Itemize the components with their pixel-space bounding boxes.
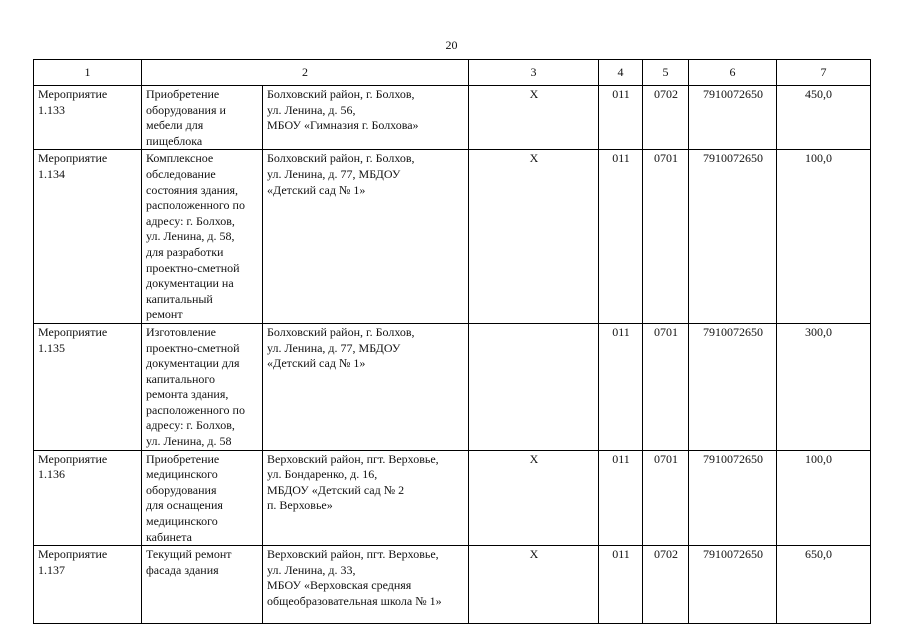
header-row [34,60,871,86]
measure-address: Верховский район, пгт. Верховье, ул. Ленина, д. 33, МБОУ «Верховская средняя общеобразовательная школа № 1» [267,547,442,608]
header-cell-6: 6 [689,60,777,86]
measure-id: Мероприятие 1.136 [38,451,108,482]
measure-name: Текущий ремонт фасада здания [146,547,232,577]
measure-id: Мероприятие 1.137 [38,547,108,577]
cell-col5: 0701 [643,323,689,450]
table-row [34,323,871,450]
cell-col4: 011 [599,323,643,450]
header-cell-5: 5 [643,60,689,86]
measure-id: Мероприятие 1.134 [38,151,108,181]
cell-col4: 011 [599,546,643,624]
measure-name: Изготовление проектно-сметной документации для капитального ремонта здания, расположенного по адресу: г. Болхов, ул. Ленина, д. 58 [146,324,245,449]
cell-col3: Х [469,450,599,546]
cell-col6: 7910072650 [689,150,777,324]
cell-amount: 450,0 [777,86,871,150]
measure-id: Мероприятие 1.135 [38,324,108,355]
cell-amount: 100,0 [777,150,871,324]
cell-col6: 7910072650 [689,323,777,450]
header-cell-4: 4 [599,60,643,86]
cell-col3: Х [469,546,599,624]
cell-amount: 300,0 [777,323,871,450]
measure-name: Приобретение оборудования и мебели для пищеблока [146,87,226,148]
cell-col6: 7910072650 [689,450,777,546]
cell-col3: Х [469,86,599,150]
cell-col4: 011 [599,150,643,324]
budget-table [33,59,871,624]
header-cell-1: 1 [34,60,142,86]
measure-name: Приобретение медицинского оборудования для оснащения медицинского кабинета [146,451,223,544]
cell-amount: 650,0 [777,546,871,624]
cell-col5: 0701 [643,450,689,546]
measure-address: Болховский район, г. Болхов, ул. Ленина, д. 77, МБДОУ «Детский сад № 1» [267,324,415,371]
cell-col6: 7910072650 [689,546,777,624]
table-row [34,450,871,546]
header-cell-3: 3 [469,60,599,86]
measure-address: Болховский район, г. Болхов, ул. Ленина, д. 77, МБДОУ «Детский сад № 1» [267,151,415,197]
header-cell-7: 7 [777,60,871,86]
cell-col6: 7910072650 [689,86,777,150]
page-number: 20 [445,38,458,52]
cell-col3 [469,323,599,450]
cell-col3: Х [469,150,599,324]
cell-amount: 100,0 [777,450,871,546]
measure-name: Комплексное обследование состояния здания, расположенного по адресу: г. Болхов, ул. Ленина, д. 58, для разработки проектно-сметной документации на капитальный ремонт [146,151,245,322]
table-row [34,546,871,624]
table-row [34,86,871,150]
measure-address: Верховский район, пгт. Верховье, ул. Бондаренко, д. 16, МБДОУ «Детский сад № 2 п. Верховье» [267,451,439,513]
cell-col5: 0702 [643,86,689,150]
cell-col4: 011 [599,86,643,150]
measure-id: Мероприятие 1.133 [38,87,108,117]
table-row [34,150,871,324]
cell-col4: 011 [599,450,643,546]
header-cell-2: 2 [142,60,469,86]
cell-col5: 0702 [643,546,689,624]
cell-col5: 0701 [643,150,689,324]
measure-address: Болховский район, г. Болхов, ул. Ленина, д. 56, МБОУ «Гимназия г. Болхова» [267,87,419,133]
